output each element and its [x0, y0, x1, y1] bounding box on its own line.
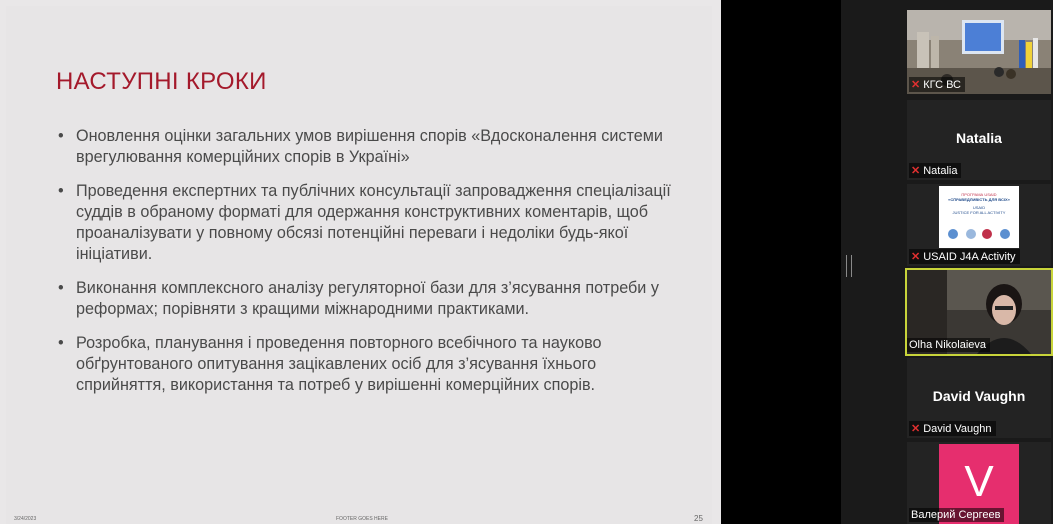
screen-share-margin: [721, 0, 841, 524]
usaid-logo-card: [939, 186, 1019, 248]
bullet-icon: •: [58, 334, 64, 352]
bullet-text: Розробка, планування і проведення повторного всебічного та науково обґрунтованого опитування зацікавлених осіб для з’ясування їхнього сприйняття, використання та потреб у вирішенні комерційних спорів.: [76, 334, 602, 394]
logo-line: «СПРАВЕДЛИВІСТЬ ДЛЯ ВСІХ»: [948, 197, 1010, 202]
participant-name: Валерий Сергеев: [911, 509, 1001, 521]
avatar: V: [939, 444, 1019, 524]
participant-name: КГС ВС: [923, 78, 962, 91]
slide-footer-date: 3/24/2023: [14, 516, 37, 522]
participant-name-tag: [907, 338, 990, 352]
participant-name-tag: [909, 163, 961, 178]
mic-muted-icon: ✕: [911, 251, 921, 263]
bullet-text: Оновлення оцінки загальних умов вирішення спорів «Вдосконалення системи врегулювання комерційних спорів в Україні»: [76, 127, 663, 166]
participant-name-tag: [909, 508, 1004, 522]
bullet-item: [58, 278, 678, 320]
slide-title: НАСТУПНІ КРОКИ: [56, 68, 267, 95]
bullet-text: Проведення експертних та публічних консультації запровадження спеціалізації суддів в обраному форматі для одержання конструктивних коментарів, щоб проаналізувати у повному обсязі потенційні переваги і недоліки будь-якої ініціативи.: [76, 182, 671, 263]
slide-footer-text: FOOTER GOES HERE: [336, 516, 388, 522]
bullet-item: [58, 181, 678, 265]
participant-tile-active[interactable]: [905, 268, 1053, 356]
bullet-icon: •: [58, 182, 64, 200]
participant-tile[interactable]: [907, 100, 1051, 180]
logo-icons: [939, 224, 1019, 244]
slide-page-number: 25: [694, 514, 703, 523]
participant-name: Olha Nikolaieva: [909, 339, 987, 351]
bullet-item: [58, 126, 678, 168]
resize-handle[interactable]: [846, 255, 852, 277]
logo-line: USAID: [972, 205, 986, 210]
participant-name-tag: [909, 249, 1020, 264]
bullet-icon: •: [58, 279, 64, 297]
participant-tile[interactable]: [907, 358, 1051, 438]
bullet-item: [58, 333, 678, 396]
bullet-list: [58, 126, 678, 409]
participant-name-tag: [909, 421, 996, 436]
participant-display-name: Natalia: [956, 130, 1002, 146]
bullet-icon: •: [58, 127, 64, 145]
participant-name: David Vaughn: [923, 422, 992, 435]
logo-line: ПРОГРАМА USAID: [961, 192, 997, 197]
participant-tile[interactable]: [907, 184, 1051, 266]
mic-muted-icon: ✕: [911, 423, 921, 435]
mic-muted-icon: ✕: [911, 165, 921, 177]
logo-line: JUSTICE FOR ALL ACTIVITY: [952, 210, 1006, 215]
mic-muted-icon: ✕: [911, 79, 921, 91]
bullet-text: Виконання комплексного аналізу регуляторної бази для з’ясування потреби у реформах; порівняти з кращими міжнародними практиками.: [76, 279, 659, 318]
participant-name-tag: [909, 77, 965, 92]
participant-display-name: David Vaughn: [932, 388, 1026, 404]
participant-name: USAID J4A Activity: [923, 250, 1016, 263]
participant-tile[interactable]: [907, 442, 1051, 524]
participant-name: Natalia: [923, 164, 958, 177]
participant-tile[interactable]: [907, 10, 1051, 94]
presentation-slide: [6, 6, 712, 524]
